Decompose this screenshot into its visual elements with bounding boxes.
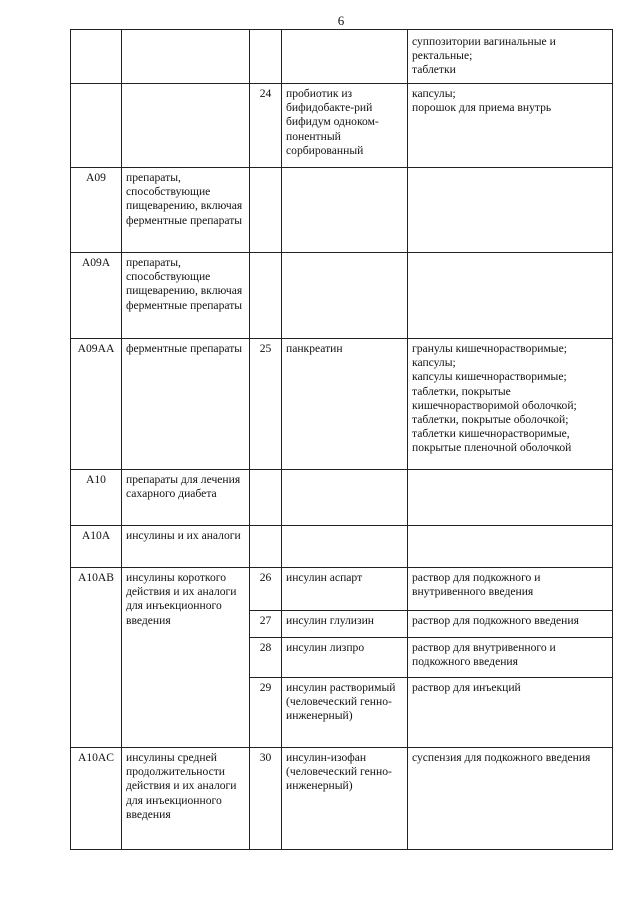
atc-code-cell bbox=[71, 30, 122, 84]
atc-code-cell: A09AA bbox=[71, 339, 122, 470]
dosage-forms-cell: раствор для подкожного введения bbox=[408, 611, 613, 638]
drug-name-cell: инсулин-изофан (человеческий генно-инженерный) bbox=[282, 748, 408, 850]
drug-name-cell: инсулин аспарт bbox=[282, 568, 408, 611]
row-number-cell: 26 bbox=[250, 568, 282, 611]
drug-name-cell bbox=[282, 253, 408, 339]
drug-name-cell bbox=[282, 470, 408, 526]
table-row bbox=[71, 84, 613, 168]
row-number-cell bbox=[250, 253, 282, 339]
dosage-forms-cell bbox=[408, 470, 613, 526]
group-name-cell bbox=[122, 30, 250, 84]
page-number: 6 bbox=[337, 13, 345, 28]
group-name-cell bbox=[122, 84, 250, 168]
dosage-forms-cell: суспензия для подкожного введения bbox=[408, 748, 613, 850]
dosage-form-line: суппозитории вагинальные и ректальные; таблетки bbox=[412, 35, 556, 77]
drug-name-cell: пробиотик из бифидобакте-рий бифидум одноком-понентный сорбированный bbox=[282, 84, 408, 168]
row-number-cell: 25 bbox=[250, 339, 282, 470]
group-name-cell: препараты, способствующие пищеварению, включая ферментные препараты bbox=[122, 168, 250, 253]
table-row bbox=[71, 168, 613, 253]
row-number-cell: 30 bbox=[250, 748, 282, 850]
atc-code-cell: A10 bbox=[71, 470, 122, 526]
atc-code-cell: A10AB bbox=[71, 568, 122, 748]
group-name-cell: инсулины и их аналоги bbox=[122, 526, 250, 568]
dosage-forms-cell bbox=[408, 30, 613, 84]
row-number-cell: 27 bbox=[250, 611, 282, 638]
atc-code-cell: A09A bbox=[71, 253, 122, 339]
row-number-cell: 28 bbox=[250, 638, 282, 678]
atc-code-cell bbox=[71, 84, 122, 168]
drug-name-cell bbox=[282, 526, 408, 568]
drug-name-cell: панкреатин bbox=[282, 339, 408, 470]
table-row bbox=[71, 253, 613, 339]
dosage-forms-cell: раствор для внутривенного и подкожного введения bbox=[408, 638, 613, 678]
dosage-forms-cell: капсулы; порошок для приема внутрь bbox=[408, 84, 613, 168]
dosage-forms-cell: раствор для подкожного и внутривенного введения bbox=[408, 568, 613, 611]
table-row bbox=[71, 470, 613, 526]
row-number-cell: 24 bbox=[250, 84, 282, 168]
table-row bbox=[71, 30, 613, 84]
table-row bbox=[71, 339, 613, 470]
table-row bbox=[71, 568, 613, 611]
row-number-cell bbox=[250, 526, 282, 568]
atc-code-cell: A10AC bbox=[71, 748, 122, 850]
row-number-cell bbox=[250, 30, 282, 84]
row-number-cell bbox=[250, 168, 282, 253]
row-number-cell bbox=[250, 470, 282, 526]
dosage-forms-cell: гранулы кишечнорастворимые; капсулы; капсулы кишечнорастворимые; таблетки, покрытые кишечнорастворимой оболочкой; таблетки, покрытые оболочкой; таблетки кишечнорастворимые, покрытые пленочной оболочкой bbox=[408, 339, 613, 470]
group-name-cell: инсулины средней продолжительности действия и их аналоги для инъекционного введения bbox=[122, 748, 250, 850]
dosage-forms-cell bbox=[408, 253, 613, 339]
dosage-forms-cell bbox=[408, 168, 613, 253]
drug-name-cell: инсулин лизпро bbox=[282, 638, 408, 678]
drug-name-cell: инсулин глулизин bbox=[282, 611, 408, 638]
drug-name-cell bbox=[282, 30, 408, 84]
dosage-forms-cell: раствор для инъекций bbox=[408, 678, 613, 748]
group-name-cell: препараты для лечения сахарного диабета bbox=[122, 470, 250, 526]
group-name-cell: препараты, способствующие пищеварению, включая ферментные препараты bbox=[122, 253, 250, 339]
atc-code-cell: A10A bbox=[71, 526, 122, 568]
table-row bbox=[71, 748, 613, 850]
table-row bbox=[71, 526, 613, 568]
atc-code-cell: A09 bbox=[71, 168, 122, 253]
drug-name-cell bbox=[282, 168, 408, 253]
group-name-cell: инсулины короткого действия и их аналоги для инъекционного введения bbox=[122, 568, 250, 748]
drug-name-cell: инсулин растворимый (человеческий генно-инженерный) bbox=[282, 678, 408, 748]
dosage-forms-cell bbox=[408, 526, 613, 568]
group-name-cell: ферментные препараты bbox=[122, 339, 250, 470]
row-number-cell: 29 bbox=[250, 678, 282, 748]
drug-table bbox=[70, 29, 613, 850]
